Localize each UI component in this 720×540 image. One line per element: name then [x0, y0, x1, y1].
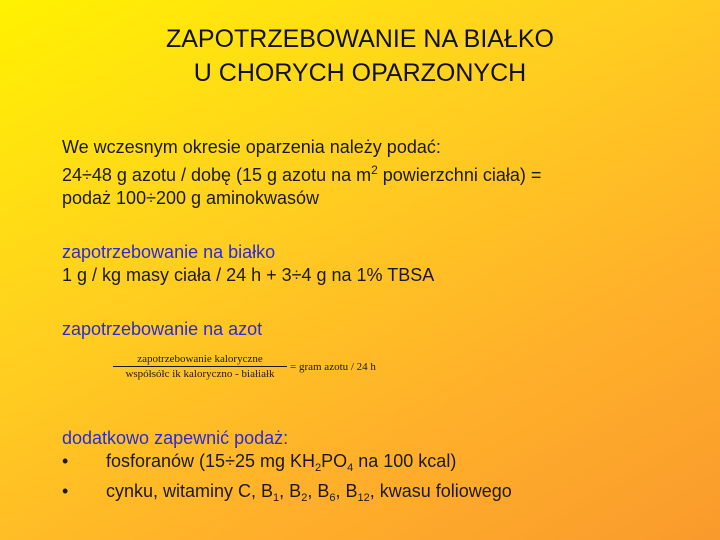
item2-text-e: , kwasu foliowego	[369, 481, 512, 501]
subscript: 4	[347, 462, 354, 474]
subscript: 12	[357, 492, 370, 504]
formula-fraction	[113, 353, 287, 380]
intro-line-2-text: 24÷48 g azotu / dobę (15 g azotu na m	[62, 165, 372, 185]
list-item-text	[106, 480, 512, 510]
intro-line-2-end: powierzchni ciała) =	[377, 165, 542, 185]
list-item-text	[106, 450, 512, 480]
intro-line-2	[62, 159, 541, 187]
subscript: 6	[329, 492, 336, 504]
item2-text-a: cynku, witaminy C, B	[106, 481, 274, 501]
intro-line-3: podaż 100÷200 g aminokwasów	[62, 188, 320, 208]
item2-text-c: , B	[307, 481, 330, 501]
item2-text-b: , B	[279, 481, 302, 501]
subscript: 2	[314, 462, 322, 474]
intro-paragraph	[62, 136, 541, 210]
protein-formula: 1 g / kg masy ciała / 24 h + 3÷4 g na 1% TBSA	[62, 265, 435, 285]
item1-text-b: PO	[321, 451, 348, 471]
item2-text-d: , B	[335, 481, 358, 501]
nitrogen-section	[62, 318, 262, 341]
slide-title	[0, 22, 720, 90]
subscript: 1	[273, 492, 280, 504]
intro-line-1: We wczesnym okresie oparzenia należy podać:	[62, 137, 441, 157]
list-item	[62, 450, 512, 480]
subscript: 2	[301, 492, 308, 504]
title-line-2: U CHORYCH OPARZONYCH	[193, 59, 527, 87]
nitrogen-formula	[113, 353, 376, 380]
item1-text-c: na 100 kcal)	[353, 451, 457, 471]
extra-section	[62, 427, 512, 510]
formula-numerator: zapotrzebowanie kaloryczne	[137, 353, 263, 365]
formula-result: = gram azotu / 24 h	[290, 360, 376, 373]
superscript: 2	[371, 163, 378, 177]
extra-heading: dodatkowo zapewnić podaż:	[62, 428, 289, 448]
item1-text-a: fosforanów (15÷25 mg KH	[106, 451, 315, 471]
formula-denominator: współsółc ik kaloryczno - białiałk	[125, 368, 275, 380]
bullet-icon: •	[62, 481, 69, 501]
bullet-icon: •	[62, 451, 69, 471]
protein-heading: zapotrzebowanie na białko	[62, 242, 276, 262]
title-line-1: ZAPOTRZEBOWANIE NA BIAŁKO	[165, 25, 555, 53]
list-item	[62, 480, 512, 510]
nitrogen-heading: zapotrzebowanie na azot	[62, 319, 263, 339]
protein-section	[62, 241, 434, 287]
